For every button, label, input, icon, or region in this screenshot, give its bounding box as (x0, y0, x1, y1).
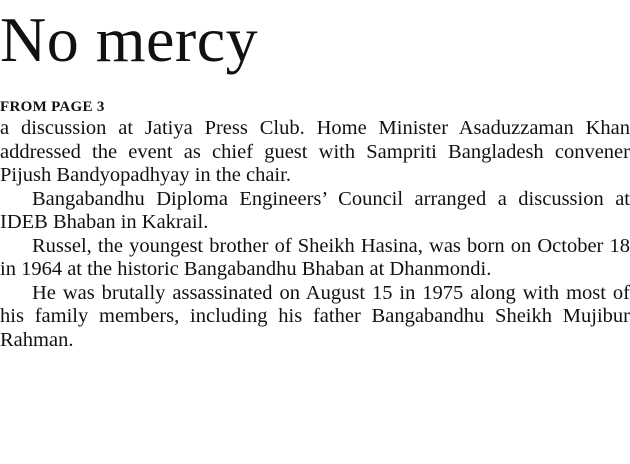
paragraph-4: He was brutally assassinated on August 15 in 1975 along with most of his family members, including his father Bangabandhu Sheikh Mujibur Rahman. (0, 281, 630, 351)
paragraph-2: Bangabandhu Diploma Engineers’ Council arranged a discussion at IDEB Bhaban in Kakrail. (0, 187, 630, 233)
paragraph-1: a discussion at Jatiya Press Club. Home Minister Asaduzzaman Khan addressed the event as chief guest with Sampriti Bangladesh convener Pijush Bandyopadhyay in the chair. (0, 117, 630, 186)
headline: No mercy (0, 4, 259, 75)
article-body (0, 117, 630, 352)
jump-line: FROM PAGE 3 (0, 99, 105, 115)
paragraph-3: Russel, the youngest brother of Sheikh Hasina, was born on October 18 in 1964 at the historic Bangabandhu Bhaban at Dhanmondi. (0, 234, 630, 280)
